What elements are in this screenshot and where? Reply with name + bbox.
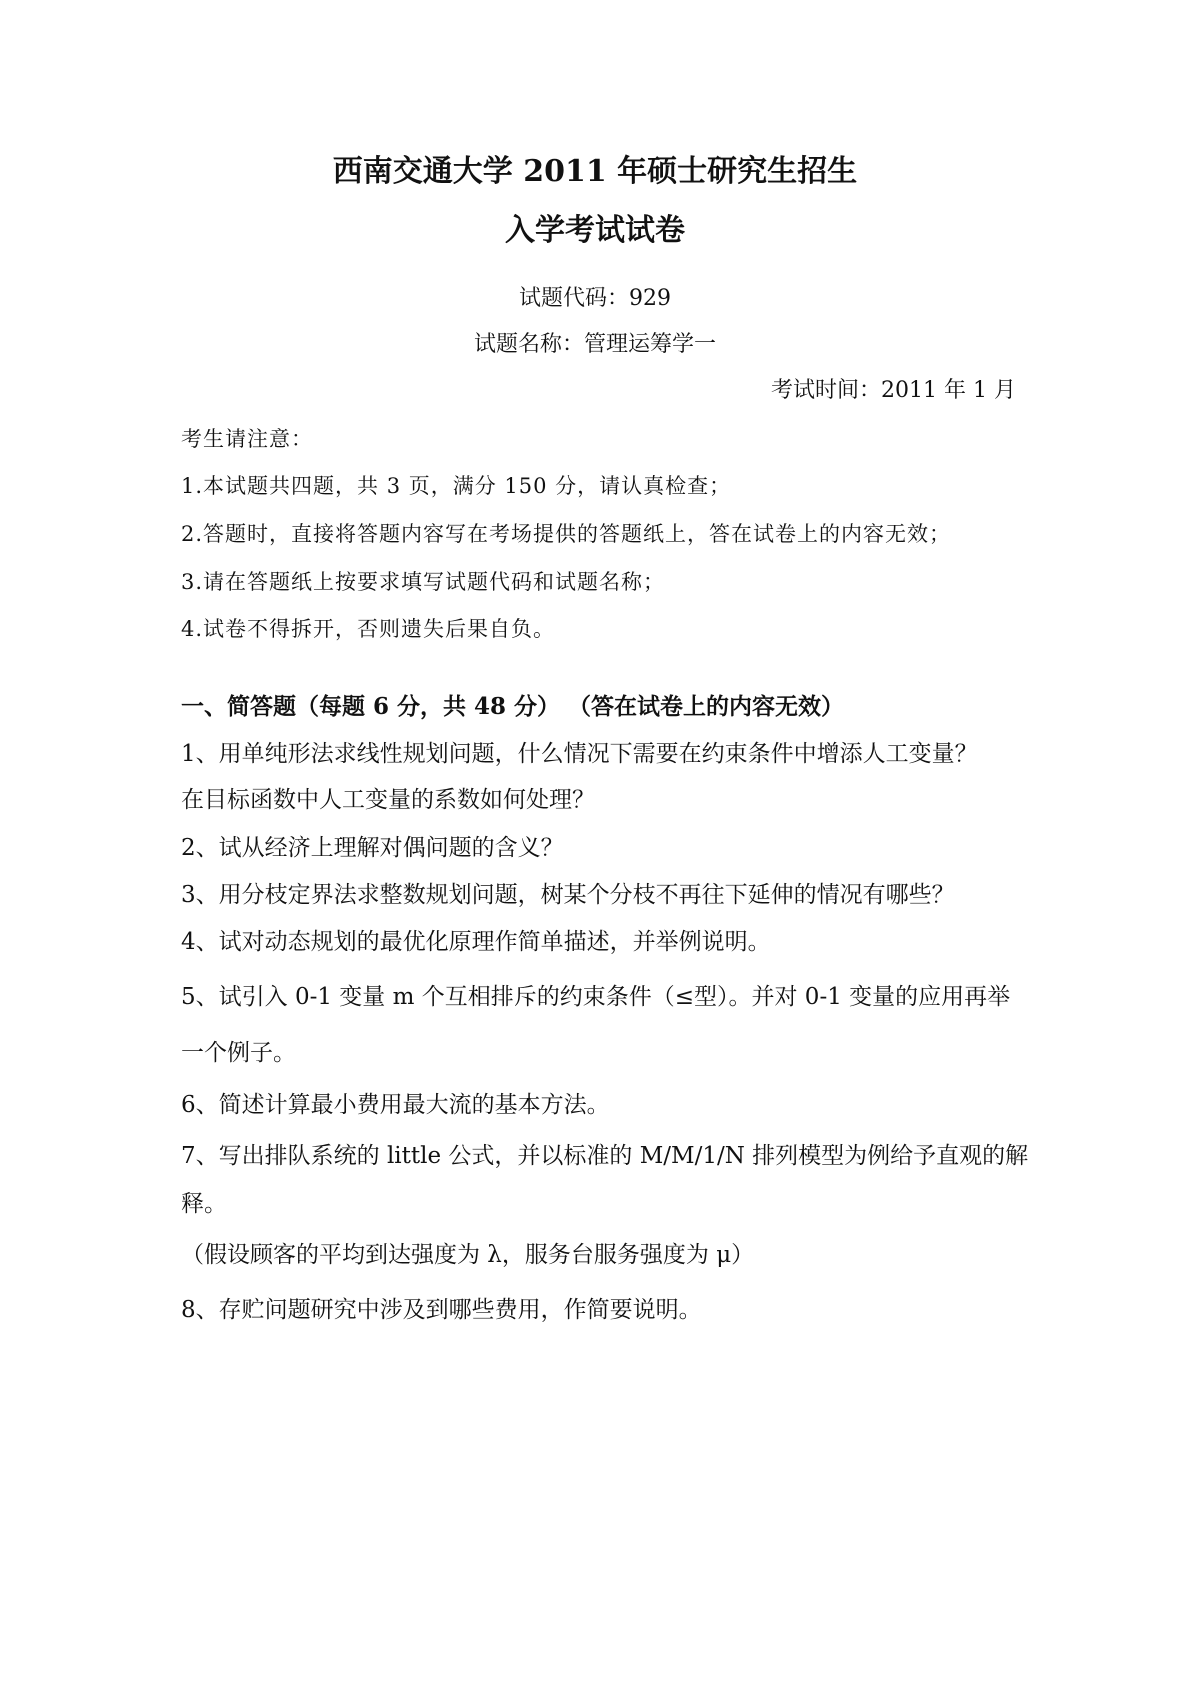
exam-time: 考试时间：2011 年 1 月 bbox=[771, 378, 1016, 403]
question-line: 5、试引入 0-1 变量 m 个互相排斥的约束条件（≤型）。并对 0-1 变量的应用再举 bbox=[181, 984, 1011, 1010]
question-line: 1、用单纯形法求线性规划问题，什么情况下需要在约束条件中增添人工变量？ bbox=[181, 741, 978, 767]
question-line: （假设顾客的平均到达强度为 λ，服务台服务强度为 μ） bbox=[181, 1242, 755, 1268]
notice-item-3: 3.请在答题纸上按要求填写试题代码和试题名称； bbox=[181, 570, 666, 594]
exam-title-line1: 西南交通大学 2011 年硕士研究生招生 bbox=[332, 154, 858, 189]
question-line: 在目标函数中人工变量的系数如何处理？ bbox=[181, 787, 595, 813]
question-line: 8、存贮问题研究中涉及到哪些费用，作简要说明。 bbox=[181, 1297, 702, 1323]
question-line: 4、试对动态规划的最优化原理作简单描述，并举例说明。 bbox=[181, 929, 771, 955]
exam-title-line2: 入学考试试卷 bbox=[505, 213, 685, 248]
exam-code: 试题代码：929 bbox=[519, 286, 671, 311]
notice-item-2: 2.答题时，直接将答题内容写在考场提供的答题纸上，答在试卷上的内容无效； bbox=[181, 522, 952, 546]
question-line: 一个例子。 bbox=[181, 1040, 296, 1066]
notice-heading: 考生请注意： bbox=[181, 427, 313, 451]
question-line: 7、写出排队系统的 little 公式，并以标准的 M/M/1/N 排列模型为例给予直观的解 bbox=[181, 1143, 1029, 1169]
notice-item-4: 4.试卷不得拆开，否则遗失后果自负。 bbox=[181, 617, 556, 641]
question-line: 6、简述计算最小费用最大流的基本方法。 bbox=[181, 1092, 610, 1118]
section-heading: 一、简答题（每题 6 分，共 48 分） （答在试卷上的内容无效） bbox=[181, 693, 845, 720]
notice-item-1: 1.本试题共四题，共 3 页，满分 150 分，请认真检查； bbox=[181, 474, 732, 498]
exam-subject: 试题名称：管理运筹学一 bbox=[473, 332, 716, 357]
question-line: 3、用分枝定界法求整数规划问题，树某个分枝不再往下延伸的情况有哪些？ bbox=[181, 882, 955, 908]
question-line: 释。 bbox=[181, 1191, 227, 1217]
question-line: 2、试从经济上理解对偶问题的含义？ bbox=[181, 835, 564, 861]
